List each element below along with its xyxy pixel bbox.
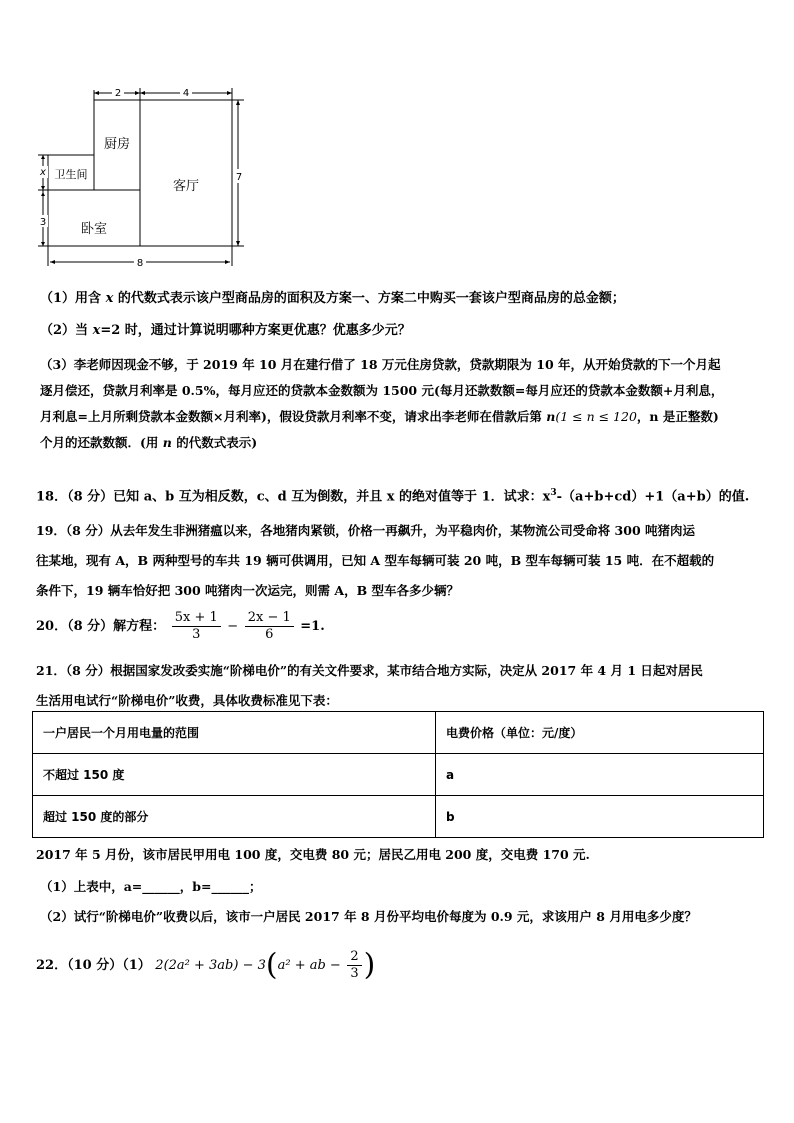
q17-part3-line4: 个月的还款数额．(用 n 的代数式表示) bbox=[40, 435, 258, 450]
q17-part1: （1）用含 x 的代数式表示该户型商品房的面积及方案一、方案二中购买一套该户型商品房的总金额； bbox=[40, 291, 625, 306]
question-21: 21．（8 分）根据国家发改委实施“阶梯电价”的有关文件要求，某市结合地方实际，决定从 2017 年 4 月 1 日起对居民 生活用电试行“阶梯电价”收费，具体收费标准见下表： bbox=[36, 663, 703, 708]
table-row bbox=[33, 712, 764, 754]
question-20: 20．（8 分）解方程： $\frac{5x + 1}{3}$ − $\frac{2x - 1}{6}$ =1. bbox=[36, 610, 325, 642]
bedroom-room bbox=[48, 190, 140, 246]
dim-left-x: x bbox=[40, 167, 46, 178]
q21-data: 2017 年 5 月份，该市居民甲用电 100 度，交电费 80 元；居民乙用电 200 度，交电费 170 元. bbox=[36, 847, 590, 862]
q17-part3 bbox=[40, 352, 760, 456]
q21-part2: （2）试行“阶梯电价”收费以后，该市一户居民 2017 年 8 月份平均电价每度为 0.9 元，求该用户 8 月用电多少度？ bbox=[40, 909, 697, 924]
table-header-cell: 一户居民一个月用电量的范围 bbox=[33, 712, 436, 754]
dim-bottom: 8 bbox=[136, 258, 144, 269]
dim-top-left: 2 bbox=[114, 88, 122, 99]
tariff-table bbox=[32, 711, 764, 838]
q21-part1: （1）上表中，a=______，b=______； bbox=[40, 879, 262, 894]
table-cell: b bbox=[436, 796, 764, 838]
floor-plan-diagram bbox=[30, 84, 260, 274]
question-22: 22．（10 分）（1） 2(2a² + 3ab) − 3(a² + ab − $\frac{2}{3}$ ) bbox=[36, 947, 376, 983]
table-cell: 不超过 150 度 bbox=[33, 754, 436, 796]
fraction-1: $\frac{5x + 1}{3}$ bbox=[172, 610, 221, 643]
q22-expression-a: 2(2a² + 3ab) − 3 bbox=[155, 958, 266, 973]
living-room-label: 客厅 bbox=[172, 179, 200, 194]
q17-part3-line2: 逐月偿还，贷款月利率是 0.5%，每月应还的贷款本金数额为 1500 元(每月还款数额=每月应还的贷款本金数额+月利息， bbox=[40, 383, 724, 398]
question-18: 18．（8 分）已知 a、b 互为相反数，c、d 互为倒数，并且 x 的绝对值等于 1．试求：$x^3-(a+b+cd)+1(a+b)$的值. bbox=[36, 488, 750, 505]
table-row bbox=[33, 796, 764, 838]
q17-part3-line3: 月利息=上月所剩贷款本金数额×月利率)，假设贷款月利率不变，请求出李老师在借款后第 n(1 ≤ n ≤ 120，n 是正整数) bbox=[40, 409, 719, 424]
bathroom-label: 卫生间 bbox=[54, 168, 88, 181]
table-row bbox=[33, 754, 764, 796]
q17-part3-line1: （3）李老师因现金不够，于 2019 年 10 月在建行借了 18 万元住房贷款，贷款期限为 10 年，从开始贷款的下一个月起 bbox=[40, 357, 721, 372]
q22-fraction: $\frac{2}{3}$ bbox=[347, 949, 361, 982]
question-19: 19．（8 分）从去年发生非洲猪瘟以来，各地猪肉紧锁，价格一再飙升，为平稳肉价，某物流公司受命将 300 吨猪肉运 往某地，现有 A，B 两种型号的车共 19 辆可供调用，已知 A 型车每辆可装 20 吨，B 型车每辆可装 15 吨．在不超载的 条件下，19 辆车恰好把 300 吨猪肉一次运完，则需 A，B 型车各多少辆？ bbox=[36, 523, 715, 598]
bedroom-label: 卧室 bbox=[80, 222, 108, 237]
q22-expression-b: a² + ab − bbox=[277, 958, 341, 973]
kitchen-label: 厨房 bbox=[103, 137, 131, 152]
dim-top-right: 4 bbox=[182, 88, 190, 99]
table-cell: a bbox=[436, 754, 764, 796]
table-cell: 超过 150 度的部分 bbox=[33, 796, 436, 838]
fraction-2: $\frac{2x - 1}{6}$ bbox=[245, 610, 294, 643]
dim-left-3: 3 bbox=[39, 217, 47, 228]
living-room bbox=[140, 100, 232, 246]
table-header-cell: 电费价格（单位：元/度） bbox=[436, 712, 764, 754]
floor-plan-figure bbox=[30, 84, 260, 274]
q17-part2: （2）当 x=2 时，通过计算说明哪种方案更优惠？优惠多少元？ bbox=[40, 323, 411, 338]
dim-right: 7 bbox=[235, 172, 243, 183]
